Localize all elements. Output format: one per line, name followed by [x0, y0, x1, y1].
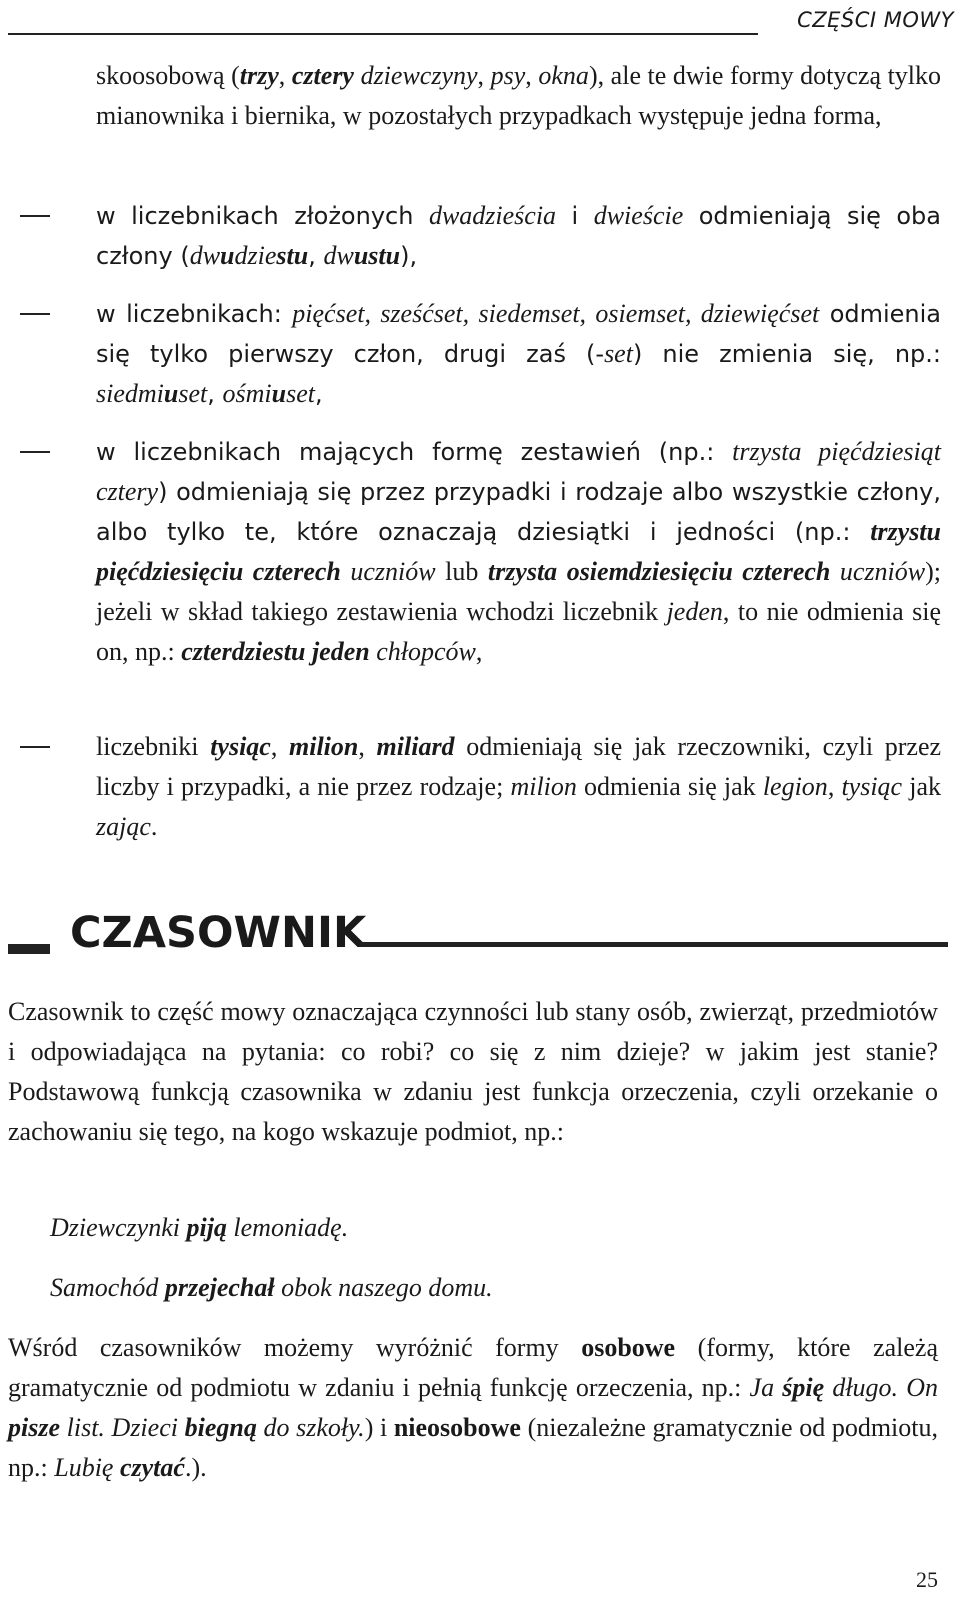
text-run: set [178, 379, 208, 408]
text-run: pisze [8, 1413, 60, 1442]
list-dash [20, 451, 50, 453]
list-item-text [96, 432, 941, 672]
text-run: w liczebnikach złożonych [96, 202, 429, 230]
text-run: ), ale te dwie formy dotyczą tylko mianownika i biernika, w pozostałych przypadkach występuje jedna forma, [96, 61, 942, 130]
text-run: tysiąc [210, 732, 271, 761]
text-run: cztery [291, 61, 354, 90]
definition-paragraph [8, 992, 938, 1152]
heading-rule [360, 942, 948, 947]
text-run: u [220, 241, 235, 270]
text-run: dw [189, 241, 221, 270]
text-run: długo. On [824, 1373, 938, 1402]
text-run: dwieście [593, 201, 684, 230]
text-run: dw [323, 241, 354, 270]
text-run: , [477, 61, 491, 90]
running-header [8, 6, 954, 34]
list-dash [20, 313, 50, 315]
text-run: siedmi [96, 379, 164, 408]
list-item-text [96, 294, 941, 414]
text-run: odmieniają się oba człony ( [96, 202, 941, 270]
text-run: ), [400, 242, 418, 270]
text-run: milion [289, 732, 359, 761]
text-run: miliard [376, 732, 455, 761]
text-run: śpię [782, 1373, 825, 1402]
text-run: jak [902, 772, 942, 801]
text-run: set [286, 379, 315, 408]
text-run: obok naszego domu. [274, 1273, 493, 1302]
text-run: , [358, 732, 377, 761]
header-rule [8, 33, 758, 35]
text-run: i [556, 202, 594, 230]
chapter-title: CZĘŚCI MOWY [797, 8, 954, 32]
text-run: trzysta pięćdziesiąt cztery [96, 437, 941, 506]
text-run: Ja [749, 1373, 783, 1402]
text-run: w liczebnikach: [96, 300, 293, 328]
list-continuation [96, 56, 941, 136]
text-run: okna [538, 61, 589, 90]
text-run: psy [490, 61, 526, 90]
text-run: biegną [184, 1413, 257, 1442]
text-run: , [308, 242, 324, 270]
text-run: trzysta osiemdziesięciu czterech [487, 557, 831, 586]
text-run: (formy, które zależą gramatycznie od podmiotu w zdaniu i pełnią funkcję orzeczenia, np.: [8, 1333, 938, 1402]
text-run: nieosobowe [393, 1413, 521, 1442]
text-run: skoosobową ( [96, 61, 240, 90]
text-run: Lubię [54, 1453, 120, 1482]
list-dash [20, 746, 50, 748]
text-run: trzy [239, 61, 279, 90]
text-run: . [150, 812, 158, 841]
text-run: Dziewczynki [50, 1213, 187, 1242]
list-item [96, 294, 941, 414]
text-run: dzie [234, 241, 277, 270]
section-heading [8, 908, 948, 958]
text-run: tysiąc [841, 772, 903, 801]
text-run: u [271, 379, 287, 408]
text-run: (niezależne gramatycznie od podmiotu, np.: [8, 1413, 938, 1482]
text-run: Samochód [50, 1273, 165, 1302]
section-title: CZASOWNIK [70, 908, 367, 958]
text-run: piją [186, 1213, 227, 1242]
text-run: odmieniają się jak rzeczowniki, czyli przez liczby i przypadki, a nie przez rodzaje; [96, 732, 942, 801]
list-item [96, 196, 941, 276]
text-run: ustu [353, 241, 401, 270]
list-item-text [96, 727, 941, 847]
text-run: dwadzieścia [428, 201, 557, 230]
text-run: czytać [119, 1453, 185, 1482]
text-run: u [163, 379, 179, 408]
text-run: .). [184, 1453, 207, 1482]
text-run: ) odmieniają się przez przypadki i rodzaje albo wszystkie człony, albo tylko te, które oznaczają dziesiątki i jedności (np.: [96, 478, 941, 546]
page-number: 25 [916, 1567, 938, 1592]
text-run: ); jeżeli w skład takiego zestawienia wchodzi liczebnik [96, 557, 941, 626]
text-run: uczniów [340, 557, 436, 586]
text-run: , [270, 732, 290, 761]
text-run: jeden [666, 597, 723, 626]
text-run: ) nie zmienia się, np.: [632, 340, 941, 368]
text-run: czterdziestu jeden [181, 637, 370, 666]
text-run: , [278, 61, 292, 90]
text-run: w liczebnikach mających formę zestawień (np.: [96, 438, 733, 466]
example-sentence [50, 1208, 930, 1248]
text-run: stu [276, 241, 309, 270]
text-run: lub [435, 557, 488, 586]
text-run: , to nie odmienia się on, np.: [96, 597, 941, 666]
text-run: list. Dzieci [60, 1413, 185, 1442]
list-item [96, 432, 941, 672]
text-run: dziewczyny [353, 61, 478, 90]
text-run: ośmi [222, 379, 272, 408]
text-run: , [827, 772, 842, 801]
text-run: , [207, 380, 223, 408]
text-run: odmienia się tylko pierwszy człon, drugi zaś (- [96, 300, 942, 368]
list-item [96, 727, 941, 847]
text-run: milion [510, 772, 577, 801]
text-run: legion [762, 772, 828, 801]
forms-paragraph [8, 1328, 938, 1488]
text-run: osobowe [581, 1333, 676, 1362]
list-dash [20, 215, 50, 217]
heading-bar [8, 944, 50, 954]
list-item-text [96, 196, 941, 276]
text-run: Czasownik to część mowy oznaczająca czynności lub stany osób, zwierząt, przedmiotów i odpowiadająca na pytania: co robi? co się z nim dzieje? w jakim jest stanie? Podstawową funkcją czasownika w zdaniu jest funkcja orzeczenia, czyli orzekanie o zachowaniu się tego, na kogo wskazuje podmiot, np.: [8, 997, 938, 1146]
text-run: liczebniki [96, 732, 211, 761]
text-run: lemoniadę. [226, 1213, 349, 1242]
text-run: pięćset, sześćset, siedemset, osiemset, dziewięćset [292, 299, 820, 328]
text-run: zając [96, 812, 151, 841]
text-run: odmienia się jak [576, 772, 763, 801]
example-sentence [50, 1268, 930, 1308]
text-run: , [525, 61, 539, 90]
text-run: , [315, 380, 323, 408]
text-run: do szkoły. [256, 1413, 365, 1442]
text-run: , [475, 637, 483, 666]
text-run: Wśród czasowników możemy wyróżnić formy [8, 1333, 582, 1362]
text-run: chłopców [369, 637, 476, 666]
text-run: ) i [364, 1413, 394, 1442]
text-run: set [604, 339, 633, 368]
text-run: przejechał [164, 1273, 275, 1302]
text-run: trzystu pięćdziesięciu czterech [96, 517, 941, 586]
text-run: uczniów [830, 557, 926, 586]
